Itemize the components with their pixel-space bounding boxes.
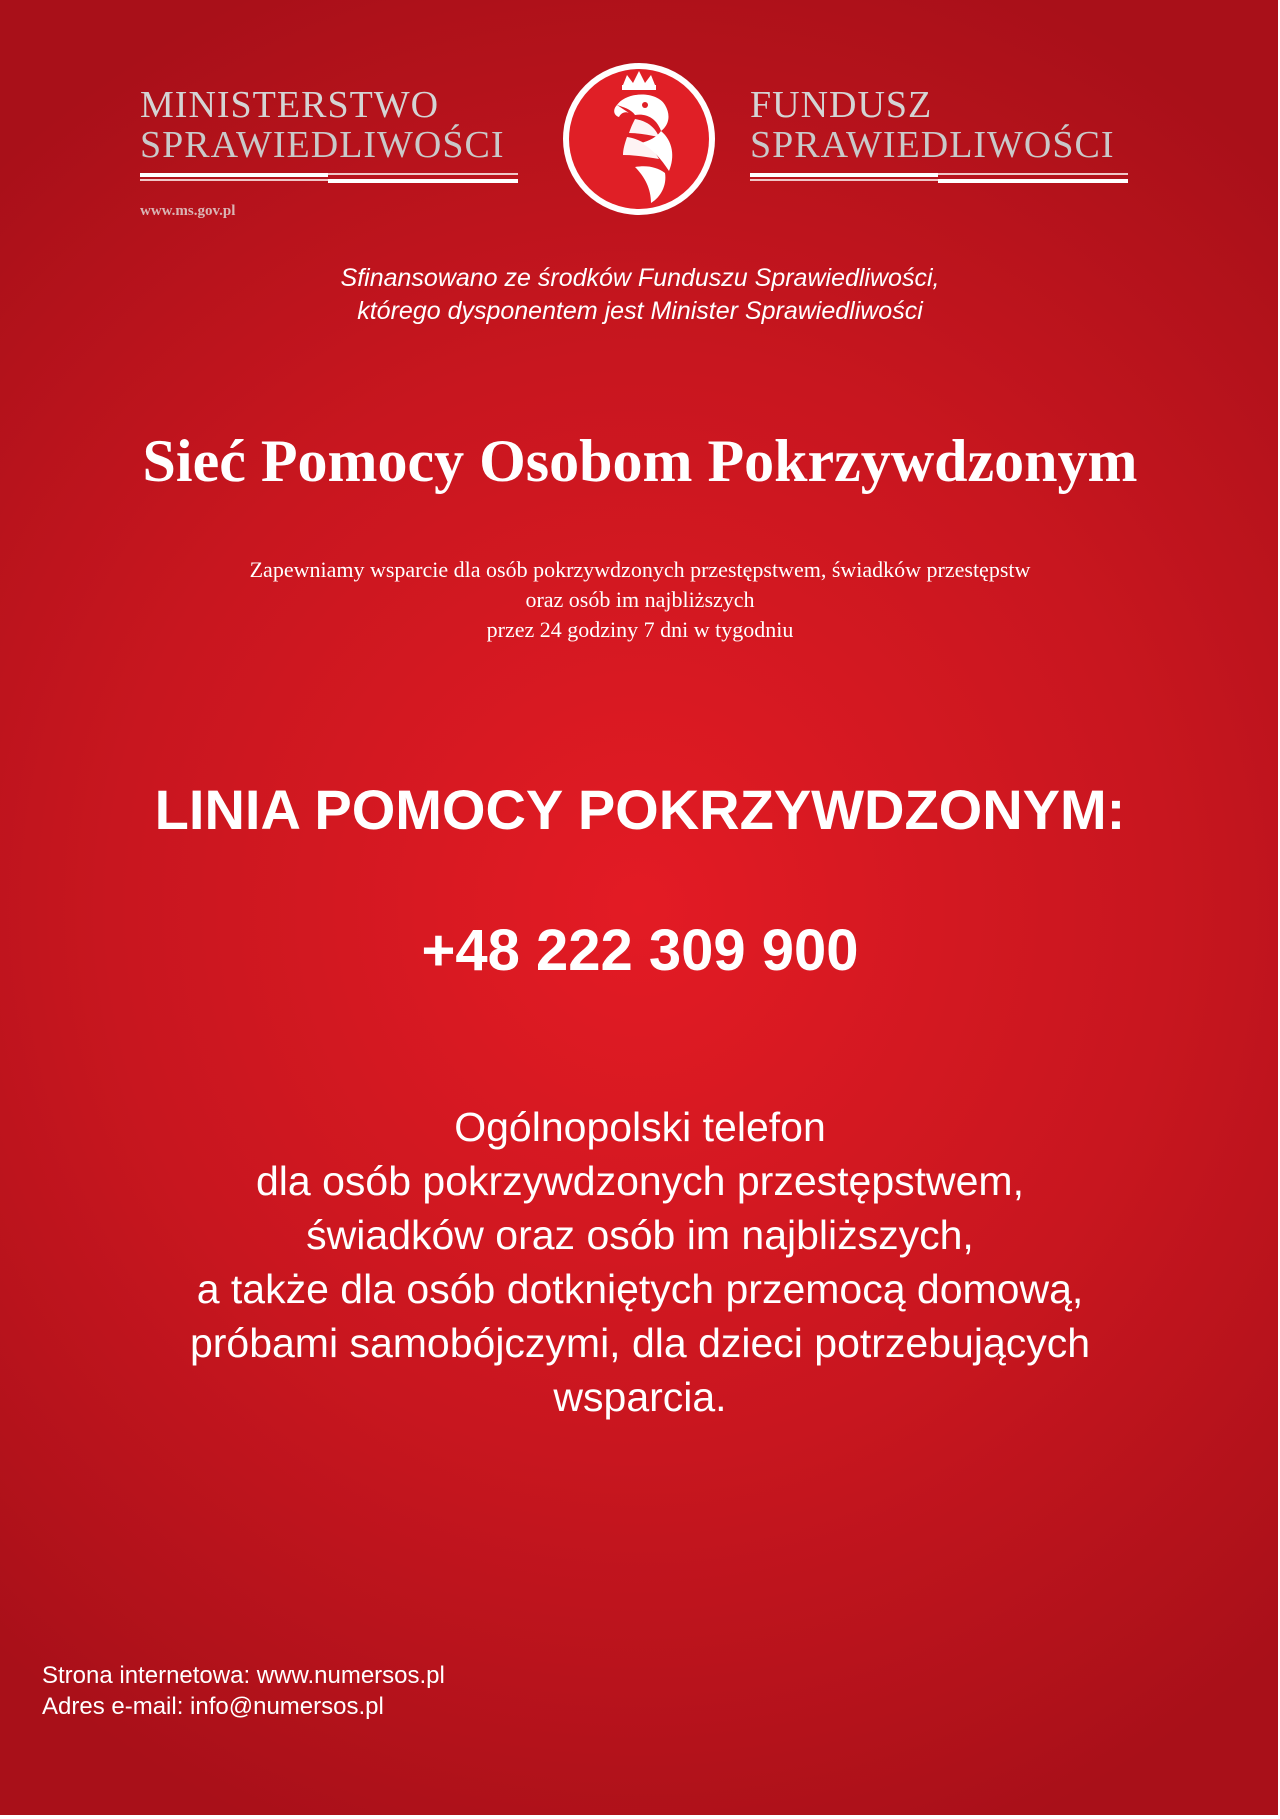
fund-logo-stripes [750, 173, 1140, 189]
hotline-description [0, 1100, 1280, 1424]
support-line1: Zapewniamy wsparcie dla osób pokrzywdzonych przestępstwem, świadków przestępstw [249, 557, 1031, 582]
eagle-emblem-icon [561, 61, 717, 217]
email-text: Adres e-mail: info@numersos.pl [42, 1693, 384, 1720]
ministry-logo [140, 85, 520, 220]
fund-logo [750, 85, 1140, 189]
page-title: Sieć Pomocy Osobom Pokrzywdzonym [142, 428, 1138, 494]
hotline-number: +48 222 309 900 [421, 918, 859, 983]
fund-logo-line1: FUNDUSZ [750, 84, 933, 126]
financing-note [0, 262, 1280, 328]
ministry-logo-stripes [140, 173, 520, 189]
description-line5: próbami samobójczymi, dla dzieci potrzebujących [189, 1320, 1091, 1366]
support-line3: przez 24 godziny 7 dni w tygodniu [486, 617, 794, 642]
support-statement [0, 555, 1280, 645]
ministry-logo-line1: MINISTERSTWO [140, 84, 440, 126]
description-line3: świadków oraz osób im najbliższych, [306, 1212, 974, 1258]
financing-note-line1: Sfinansowano ze środków Funduszu Sprawiedliwości, [340, 264, 940, 292]
fund-logo-line2: SPRAWIEDLIWOŚCI [750, 124, 1115, 166]
ministry-logo-line2: SPRAWIEDLIWOŚCI [140, 124, 505, 166]
contact-footer [42, 1660, 445, 1722]
financing-note-line2: którego dysponentem jest Minister Sprawiedliwości [357, 297, 923, 325]
description-line1: Ogólnopolski telefon [454, 1104, 826, 1150]
description-line6: wsparcia. [553, 1374, 727, 1420]
website-text: Strona internetowa: www.numersos.pl [42, 1662, 445, 1689]
description-line2: dla osób pokrzywdzonych przestępstwem, [256, 1158, 1024, 1204]
description-line4: a także dla osób dotkniętych przemocą domową, [196, 1266, 1084, 1312]
support-line2: oraz osób im najbliższych [525, 587, 755, 612]
ministry-url: www.ms.gov.pl [140, 203, 236, 219]
hotline-label: LINIA POMOCY POKRZYWDZONYM: [154, 778, 1126, 841]
